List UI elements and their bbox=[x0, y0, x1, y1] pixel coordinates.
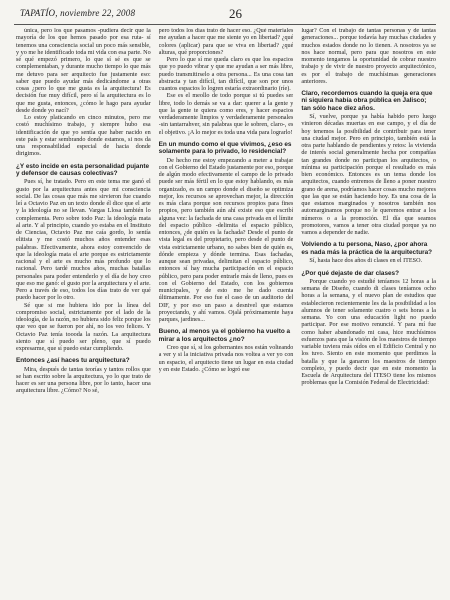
paragraph: Porque cuando yo estudié teníamos 12 horas a la semana de Diseño, cuando di clases teníamos ocho horas a la semana, y el nuevo plan de estudios que establecieron recientemente les da la posibilidad a los alumnos de tener solamente cuatro o seis horas a la semana. Yo con una educación light no puedo participar. Por ese motivo renuncié. Y para mí fue como haber abandonado mi casa, hice muchísimos esfuerzos para que la visión de los maestros de tiempo variable tuviera más oídos en el Edificio Central y no los tuvo. Siento en este momento que perdimos la batalla y que la ganaron los maestros de tiempo completo, y puedo decir que en este momento la Escuela de Arquitectura del ITESO tiene los mismos problemas que la Comisión Federal de Electricidad: bbox=[301, 278, 437, 387]
paragraph: Pues sí, he tratado. Pero en este tema me ganó el gusto por la arquitectura antes que mi consciencia social. De las cosas que más me sirvieron fue cuando leí a Octavio Paz en un texto donde él dice que el arte y la ideología no se llevan. Vargas Llosa también lo complementa. Pero sobre todo Paz: la ideología mata al arte. Y al principio, cuando yo estaba en el Instituto de Ciencias, Octavio Paz me caía gordo, lo sentía elitista y me costó muchos años entender esas palabras. Efectivamente, ahora estoy convencido de que la ideología mata el arte porque es estrictamente racional y el arte es mucho más profundo que lo racional. Pero tardé muchos años, muchas batallas personales para poder entenderlo y el día de hoy creo que eso me ganó: el gusto por la arquitectura y el arte. Pero a través de eso, todos los días trato de ver qué puedo hacer por lo otro. bbox=[16, 179, 151, 302]
interview-question: Volviendo a tu persona, Naso, ¿por ahora es nada más la práctica de la arquitectura? bbox=[301, 241, 433, 256]
page-header bbox=[14, 6, 436, 25]
interview-question: Claro, recordemos cuando la queja era que ni siquiera había obra pública en Jalisco; tan sólo hace diez años. bbox=[301, 90, 433, 112]
interview-question: Entonces ¿así haces tu arquitectura? bbox=[16, 357, 130, 365]
article-column-3 bbox=[301, 28, 436, 590]
paragraph: pero todos los días trato de hacer eso. ¿Qué materiales me ayudan a hacer que me siente yo en libertad? ¿qué colores (aplicar) para que se viva en libertad? ¿qué alturas, qué proporciones? bbox=[158, 28, 294, 56]
page-number: 26 bbox=[229, 6, 242, 21]
interview-question: En un mundo como el que vivimos, ¿eso es solamente para lo privado, lo residencial? bbox=[158, 140, 292, 156]
article-column-1 bbox=[16, 28, 151, 590]
paragraph: Lo estoy platicando en cinco minutos, pero me costó muchísimo trabajo, y siempre hubo esa identificación de que yo sentía que haber nacido en este país y estar sembrando donde estamos, si nos da una responsabilidad especial de hacia donde dirigimos. bbox=[16, 115, 151, 158]
paragraph: Sé que si me hubiera ido por la línea del compromiso social, estrictamente por el lado de la ideología, de la razón, no hubiera sido feliz porque los que veo que se fueron por ahí, no los veo felices. Y Octavio Paz tenía toooda la razón. La arquitectura siento que sí puedo ser pleno, que sí puedo expresarme, que sí puedo estar cumpliendo. bbox=[16, 302, 151, 353]
paragraph: Sí, hasta hace dos años di clases en el ITESO. bbox=[309, 258, 423, 265]
paragraph: Mira, después de tantas teorías y tantos rollos que se han escrito sobre la arquitectura, yo lo que trato de hacer es ser una persona libre, por lo tanto, hacer una arquitectura libre. ¿Cómo? No sé, bbox=[16, 366, 151, 395]
paragraph: Sí, vuelve, porque ya había habido pero luego vinieron décadas muertas en ese campo, y el día de hoy tenemos la posibilidad de contribuir para tener una ciudad mejor. Pero en principio, también está la otra parte hablando de pendientes y retos: la vivienda de interés social generalmente hecha por compañías tan grandes donde no participan los arquitectos, o mínima su participación porque el resultado es más bien económico. Entonces es un tema donde los arquitectos, cuando entremos de lleno a poner nuestro grano de arena, podríamos hacer cosas mucho mejores que las que se están haciendo hoy. Es una cosa de la que estamos marginados y nosotros también nos automarginamos porque no le queremos entrar a los números o a la promoción. El día que seamos promotores, vamos a tener otra ciudad porque ya no vamos a depender de nadie. bbox=[301, 114, 437, 237]
article-column-2 bbox=[159, 28, 294, 590]
publication-title: TAPATÍO, noviembre 22, 2008 bbox=[20, 8, 136, 18]
interview-question: Bueno, al menos ya el gobierno ha vuelto a mirar a los arquitectos ¿no? bbox=[158, 328, 291, 343]
interview-question: ¿Por qué dejaste de dar clases? bbox=[301, 269, 400, 277]
paragraph: lugar? Con el trabajo de tantas personas y de tantas generaciones... porque todavía hay muchas ciudades y muchos estados donde no lo tienen. A nosotros ya se nos hace normal, pero para que nosotros en este momento tengamos la oportunidad de cobrar nuestro trabajo y de vivir de nuestro proyecto arquitectónico, es por el trabajo de muchísimas generaciones anteriores. bbox=[301, 28, 437, 85]
paragraph: única, pero los que pasamos -pudiera decir que la mayoría de los que hemos pasado por esa ruta- sí tenemos una consciencia social un poco más sensible, y yo me he identificado toda mi vida con esa parte. No sé qué empezó primero, lo que sí sé es que se complementaban, y durante mucho tiempo lo que más me detuvo para ser arquitecto fue justamente eso: saber que puedo ayudar más dedicándome a otras cosas ¿pero lo que me gusta es la arquitectura! Es decisión fue muy difícil, pero sí la arquitectura es lo que me gusta, entonces, ¿cómo le hago para ayudar desde donde yo nací? bbox=[16, 28, 151, 114]
paragraph: Creo que sí, si los gobernantes nos están volteando a ver y si la iniciativa privada nos voltea a ver yo con un espacio, el arquitecto tiene un lugar en esta ciudad y en este Estado. ¿Cómo se logró ese bbox=[158, 345, 294, 373]
paragraph: De hecho me estoy empezando a meter a trabajar con el Gobierno del Estado justamente por eso, porque de algún modo efectivamente el campo de lo privado puede ser más fértil en lo que estoy hablando, es más organizado, es un campo donde el diseño se optimiza mejor, los recursos se aprovechan mejor, la dirección es más clara porque son recursos propios para fines propios, pero también aún ahí existe eso que escribí alguna vez: la fachada de una casa privada en el límite del espacio público -delimita el espacio público, entonces, ¿de quién es la fachada? Desde el punto de vista legal es del propietario, pero desde el punto de vista estrictamente urbano, no sabes bien de quién es, dónde empieza y dónde termina. Esas fachadas, aunque sean privadas, delimitan el espacio público, entonces sí hay mucha participación en el espacio público, pero para poder entrarle más de lleno, pues es con el Gobierno del Estado, con los gobiernos municipales, y de esto me he dado cuenta últimamente. Por eso fue el caso de un auditorio del DIF, y por eso un paso a desnivel que estamos proyectando, y ahí vamos. Ojalá próximamente haya parques, jardines... bbox=[158, 157, 294, 324]
paragraph: Pero lo que sí me queda claro es que los espacios que yo puedo vibrar y que me ayudan a ser más libre, puedo transmitirselo a otra persona... Es una cosa tan abstracta y tan difícil, tan difícil, que son por unos cuantos espacios lo logren estaría extraordinario (ríe). bbox=[158, 57, 294, 92]
paragraph: Ese es el meollo de todo porque si tú puedes ser libre, todo lo demás se va a dar: querer a la gente y que la gente te quiera como eres, y hacer espacios verdaderamente limpios y verdaderamente personales -sin tantarrahver, sin palabras que le sobren, claro-, es el objetivo. ¡A lo mejor es toda una vida para lograrlo! bbox=[158, 93, 294, 136]
interview-question: ¿Y esto incide en esta personalidad pujante y defensor de causas colectivas? bbox=[16, 162, 150, 177]
article-columns bbox=[16, 28, 436, 590]
